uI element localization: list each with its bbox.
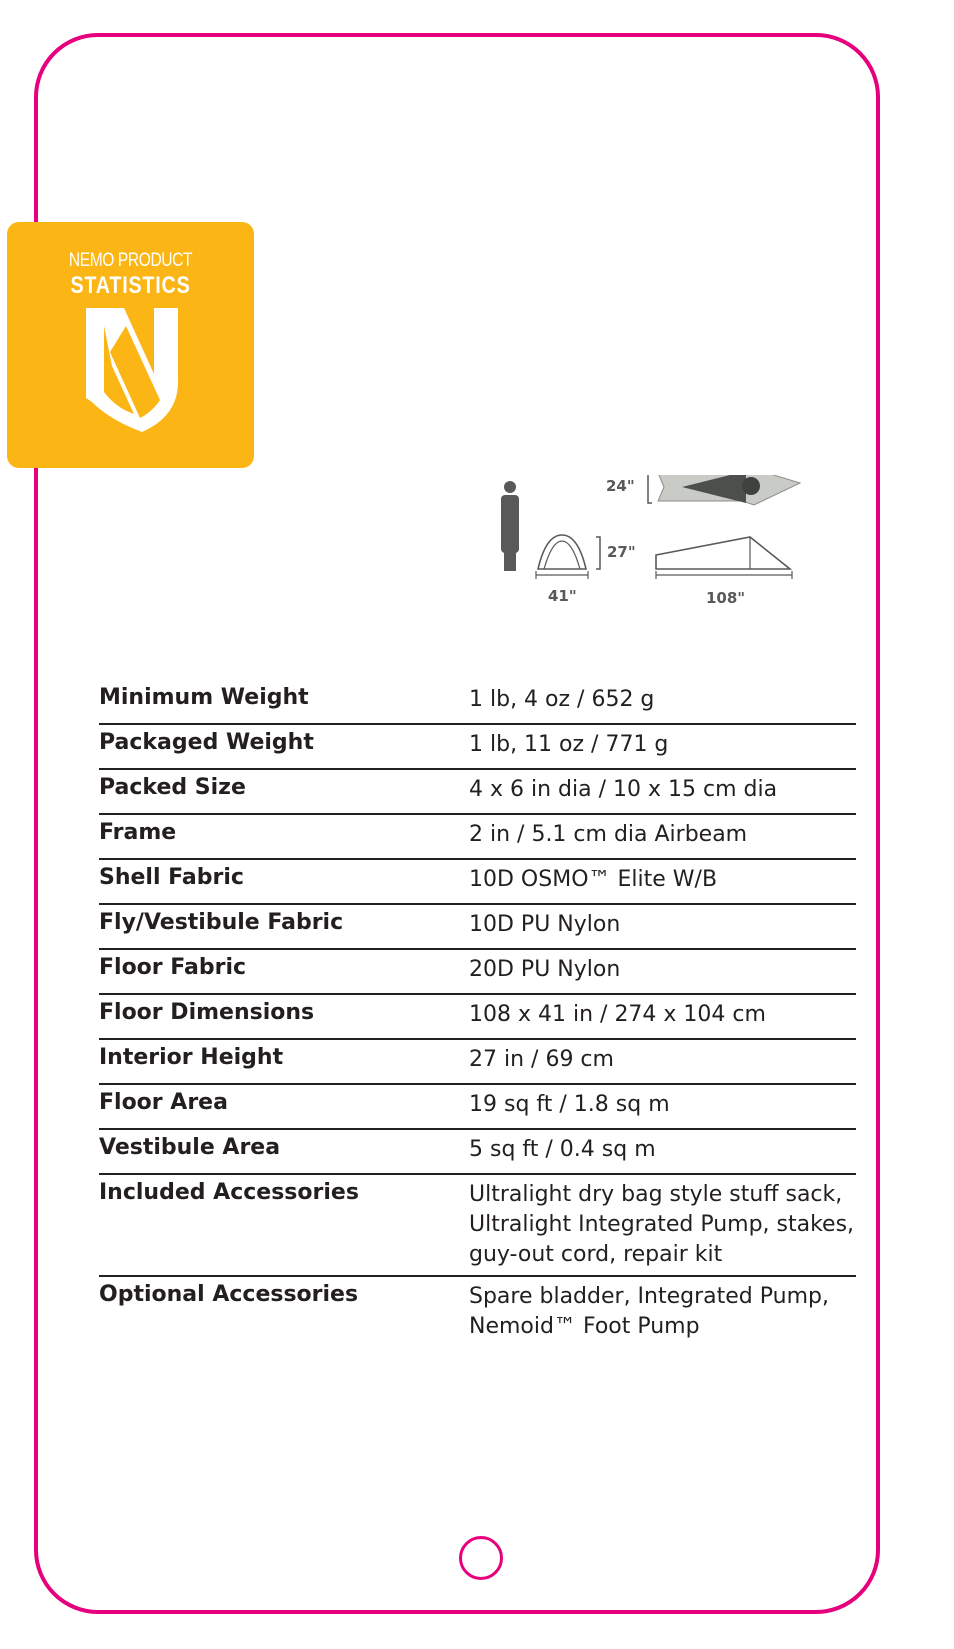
- home-button[interactable]: [459, 1536, 503, 1580]
- spec-value: 4 x 6 in dia / 10 x 15 cm dia: [469, 777, 778, 802]
- spec-label: Interior Height: [99, 1045, 284, 1070]
- spec-row: [99, 995, 856, 1040]
- spec-value: 5 sq ft / 0.4 sq m: [469, 1137, 656, 1162]
- spec-value: Ultralight dry bag style stuff sack, Ultralight Integrated Pump, stakes, guy-out cord, repair kit: [469, 1182, 855, 1267]
- spec-row: [99, 860, 856, 905]
- tent-dimension-diagram: [500, 475, 820, 615]
- spec-row: [99, 905, 856, 950]
- spec-row: [99, 680, 856, 725]
- tent-front-view: [536, 535, 600, 579]
- spec-row: [99, 770, 856, 815]
- spec-label: Frame: [99, 820, 177, 845]
- spec-row: [99, 1085, 856, 1130]
- spec-value: 19 sq ft / 1.8 sq m: [469, 1092, 670, 1117]
- tent-side-view: [656, 537, 792, 579]
- spec-label: Optional Accessories: [99, 1282, 359, 1307]
- spec-label: Floor Fabric: [99, 955, 247, 980]
- dim-label-height-top: 24": [606, 477, 635, 495]
- spec-value: 10D OSMO™ Elite W/B: [469, 867, 718, 892]
- spec-label: Fly/Vestibule Fabric: [99, 910, 344, 935]
- spec-row: [99, 815, 856, 860]
- spec-row: [99, 725, 856, 770]
- spec-value: 10D PU Nylon: [469, 912, 621, 937]
- dim-label-height-side: 27": [607, 543, 636, 561]
- spec-label: Included Accessories: [99, 1180, 359, 1205]
- spec-table: [99, 680, 856, 1357]
- spec-value: Spare bladder, Integrated Pump, Nemoid™ Foot Pump: [469, 1284, 829, 1339]
- nemo-shield-logo-icon: [82, 304, 182, 434]
- spec-row: [99, 1130, 856, 1175]
- spec-value: 108 x 41 in / 274 x 104 cm: [469, 1002, 766, 1027]
- dim-label-length: 108": [706, 589, 746, 607]
- spec-value: 2 in / 5.1 cm dia Airbeam: [469, 822, 748, 847]
- tent-top-view: [648, 475, 800, 505]
- spec-value: 1 lb, 11 oz / 771 g: [469, 732, 669, 757]
- spec-row: [99, 1277, 856, 1357]
- spec-label: Minimum Weight: [99, 685, 309, 710]
- spec-value: 27 in / 69 cm: [469, 1047, 614, 1072]
- dim-label-width: 41": [548, 587, 577, 605]
- spec-label: Packaged Weight: [99, 730, 314, 755]
- badge-title-line2: STATISTICS: [70, 272, 191, 299]
- product-statistics-badge: [7, 222, 254, 468]
- badge-title-line1: NEMO PRODUCT: [68, 250, 193, 271]
- spec-label: Vestibule Area: [99, 1135, 281, 1160]
- spec-row: [99, 950, 856, 995]
- spec-label: Shell Fabric: [99, 865, 244, 890]
- spec-row: [99, 1175, 856, 1277]
- spec-value: 20D PU Nylon: [469, 957, 621, 982]
- person-scale-icon: [501, 481, 519, 571]
- spec-label: Floor Dimensions: [99, 1000, 315, 1025]
- spec-label: Packed Size: [99, 775, 246, 800]
- spec-label: Floor Area: [99, 1090, 228, 1115]
- spec-value: 1 lb, 4 oz / 652 g: [469, 687, 655, 712]
- spec-row: [99, 1040, 856, 1085]
